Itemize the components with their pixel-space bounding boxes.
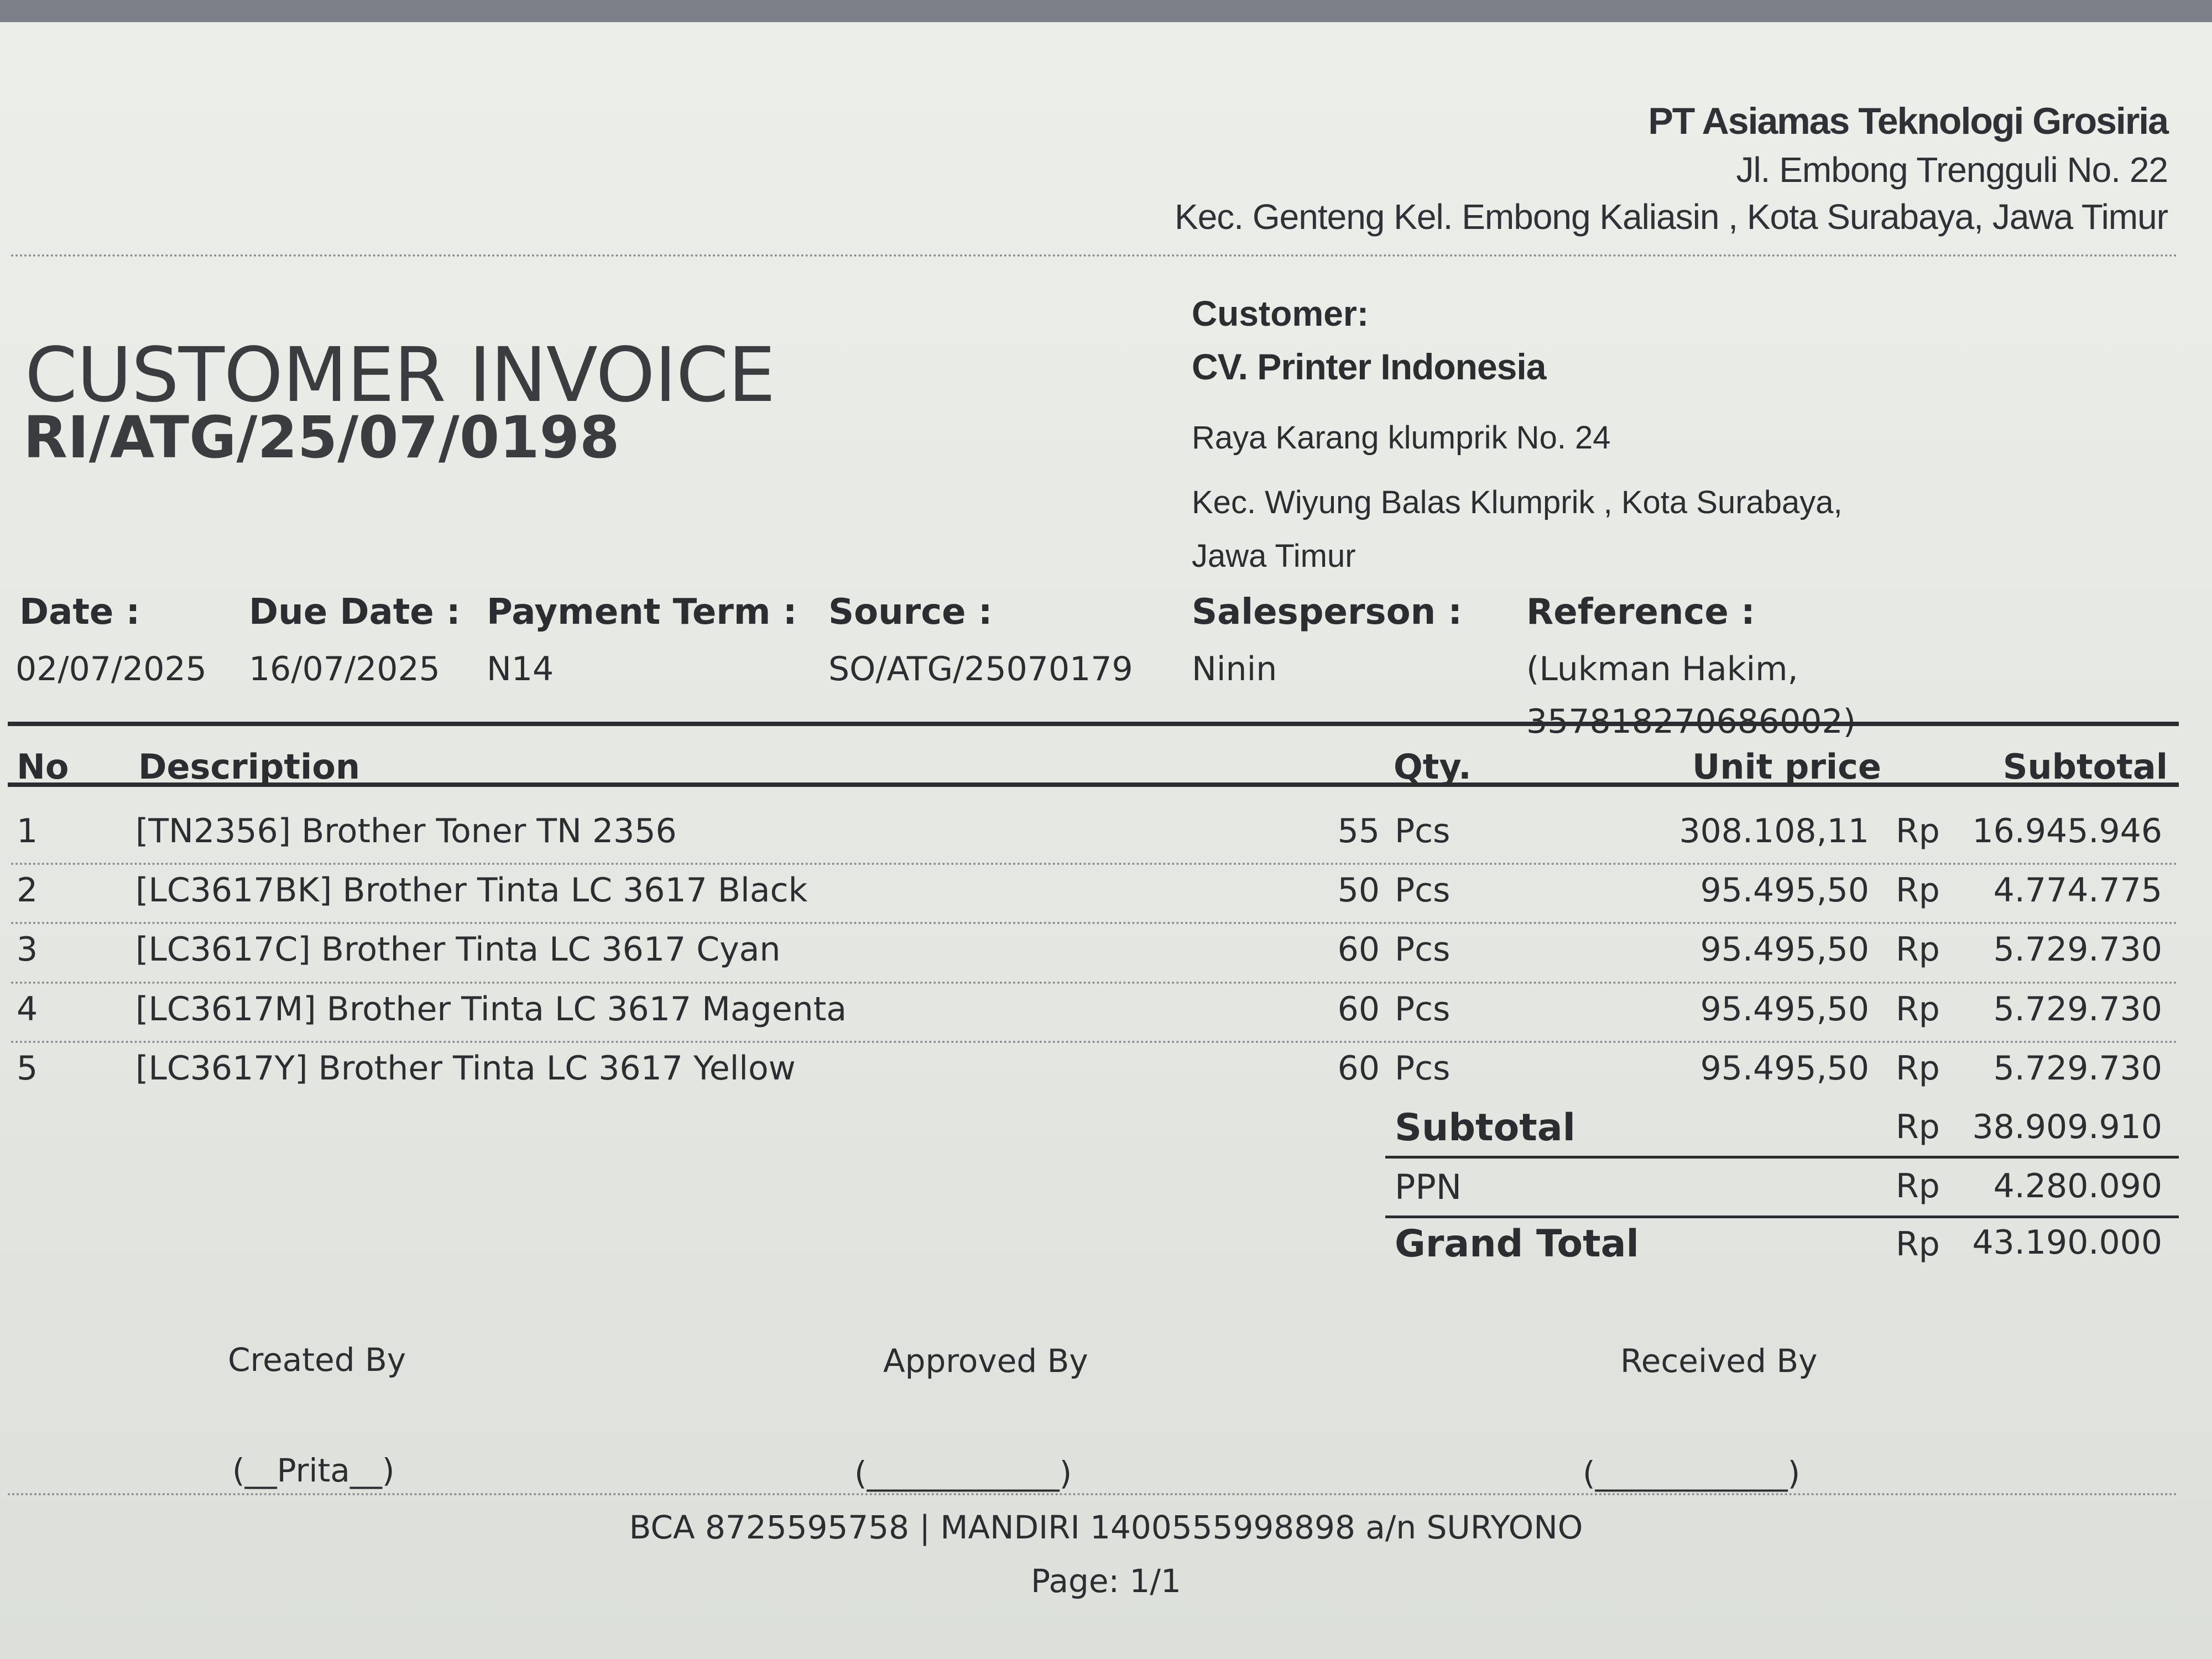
row-qty: 50	[1337, 871, 1380, 910]
salesperson-value: Ninin	[1192, 650, 1277, 688]
ppn-label: PPN	[1395, 1167, 1462, 1207]
customer-address-line3: Jawa Timur	[1192, 538, 1356, 574]
source-label: Source :	[828, 592, 993, 633]
subtotal-label: Subtotal	[1395, 1106, 1575, 1150]
col-header-unit-price: Unit price	[1692, 747, 1881, 787]
company-address-line1: Jl. Embong Trengguli No. 22	[1736, 150, 2168, 190]
ppn-value: 4.280.090	[1993, 1167, 2162, 1206]
row-unit: Pcs	[1395, 812, 1451, 851]
row-subtotal: 5.729.730	[1993, 990, 2162, 1029]
due-date-value: 16/07/2025	[249, 650, 440, 688]
reference-value-line2: 357818270686002)	[1526, 702, 1856, 741]
footer-divider	[8, 1493, 2179, 1495]
approved-by-signature: (____________)	[854, 1454, 1072, 1492]
page-number: Page: 1/1	[1031, 1562, 1181, 1600]
col-header-no: No	[17, 747, 69, 787]
row-currency: Rp	[1896, 990, 1940, 1029]
invoice-title: CUSTOMER INVOICE	[25, 332, 775, 419]
ppn-rule	[1385, 1215, 2179, 1218]
source-value: SO/ATG/25070179	[828, 650, 1133, 688]
table-header-rule	[8, 782, 2179, 787]
ppn-currency: Rp	[1896, 1167, 1940, 1206]
row-qty: 55	[1337, 812, 1380, 851]
row-currency: Rp	[1896, 812, 1940, 851]
row-no: 4	[17, 990, 38, 1029]
received-by-signature: (____________)	[1583, 1454, 1801, 1492]
row-unit: Pcs	[1395, 1049, 1451, 1088]
company-address-line2: Kec. Genteng Kel. Embong Kaliasin , Kota Surabaya, Jawa Timur	[1175, 197, 2168, 237]
row-qty: 60	[1337, 1049, 1380, 1088]
row-description: [TN2356] Brother Toner TN 2356	[135, 812, 677, 851]
row-unit: Pcs	[1395, 871, 1451, 910]
date-value: 02/07/2025	[15, 650, 207, 688]
row-unit-price: 95.495,50	[1700, 1049, 1869, 1088]
row-subtotal: 5.729.730	[1993, 930, 2162, 969]
row-qty: 60	[1337, 930, 1380, 969]
customer-address-line2: Kec. Wiyung Balas Klumprik , Kota Surabaya,	[1192, 484, 1843, 520]
row-unit-price: 308.108,11	[1679, 812, 1869, 851]
header-divider	[11, 254, 2179, 257]
reference-label: Reference :	[1526, 592, 1755, 633]
row-description: [LC3617BK] Brother Tinta LC 3617 Black	[135, 871, 808, 910]
row-currency: Rp	[1896, 930, 1940, 969]
row-no: 1	[17, 812, 38, 851]
col-header-qty: Qty.	[1394, 747, 1472, 787]
approved-by-label: Approved By	[883, 1342, 1088, 1380]
payment-term-label: Payment Term :	[487, 592, 797, 633]
created-by-signature: (__Prita__)	[232, 1452, 395, 1489]
screen-top-bezel	[0, 0, 2212, 22]
grand-total-label: Grand Total	[1395, 1222, 1639, 1266]
subtotal-currency: Rp	[1896, 1108, 1940, 1146]
subtotal-rule	[1385, 1156, 2179, 1159]
row-unit-price: 95.495,50	[1700, 930, 1869, 969]
grand-total-value: 43.190.000	[1972, 1223, 2162, 1262]
row-unit-price: 95.495,50	[1700, 990, 1869, 1029]
row-currency: Rp	[1896, 871, 1940, 910]
subtotal-value: 38.909.910	[1972, 1108, 2162, 1146]
row-unit: Pcs	[1395, 930, 1451, 969]
payment-term-value: N14	[487, 650, 554, 688]
row-subtotal: 5.729.730	[1993, 1049, 2162, 1088]
invoice-sheet	[0, 22, 2212, 1659]
invoice-number: RI/ATG/25/07/0198	[23, 404, 620, 471]
customer-name: CV. Printer Indonesia	[1192, 346, 1546, 387]
due-date-label: Due Date :	[249, 592, 461, 633]
salesperson-label: Salesperson :	[1192, 592, 1462, 633]
col-header-subtotal: Subtotal	[2002, 747, 2168, 787]
row-subtotal: 4.774.775	[1993, 871, 2162, 910]
row-divider	[11, 863, 2179, 865]
reference-value-line1: (Lukman Hakim,	[1526, 650, 1798, 688]
row-divider	[11, 922, 2179, 924]
row-divider	[11, 982, 2179, 984]
col-header-description: Description	[138, 747, 361, 787]
row-subtotal: 16.945.946	[1972, 812, 2162, 851]
row-unit: Pcs	[1395, 990, 1451, 1029]
bank-account-info: BCA 8725595758 | MANDIRI 1400555998898 a/n SURYONO	[629, 1509, 1583, 1546]
customer-address-line1: Raya Karang klumprik No. 24	[1192, 420, 1611, 456]
grand-total-currency: Rp	[1896, 1225, 1940, 1264]
row-description: [LC3617C] Brother Tinta LC 3617 Cyan	[135, 930, 781, 969]
row-no: 2	[17, 871, 38, 910]
received-by-label: Received By	[1620, 1342, 1818, 1380]
table-top-rule	[8, 722, 2179, 726]
row-qty: 60	[1337, 990, 1380, 1029]
row-description: [LC3617Y] Brother Tinta LC 3617 Yellow	[135, 1049, 796, 1088]
company-name: PT Asiamas Teknologi Grosiria	[1648, 100, 2168, 142]
row-no: 3	[17, 930, 38, 969]
created-by-label: Created By	[228, 1341, 406, 1379]
row-currency: Rp	[1896, 1049, 1940, 1088]
row-description: [LC3617M] Brother Tinta LC 3617 Magenta	[135, 990, 847, 1029]
date-label: Date :	[19, 592, 140, 633]
row-unit-price: 95.495,50	[1700, 871, 1869, 910]
customer-label: Customer:	[1192, 294, 1369, 333]
row-divider	[11, 1041, 2179, 1043]
row-no: 5	[17, 1049, 38, 1088]
